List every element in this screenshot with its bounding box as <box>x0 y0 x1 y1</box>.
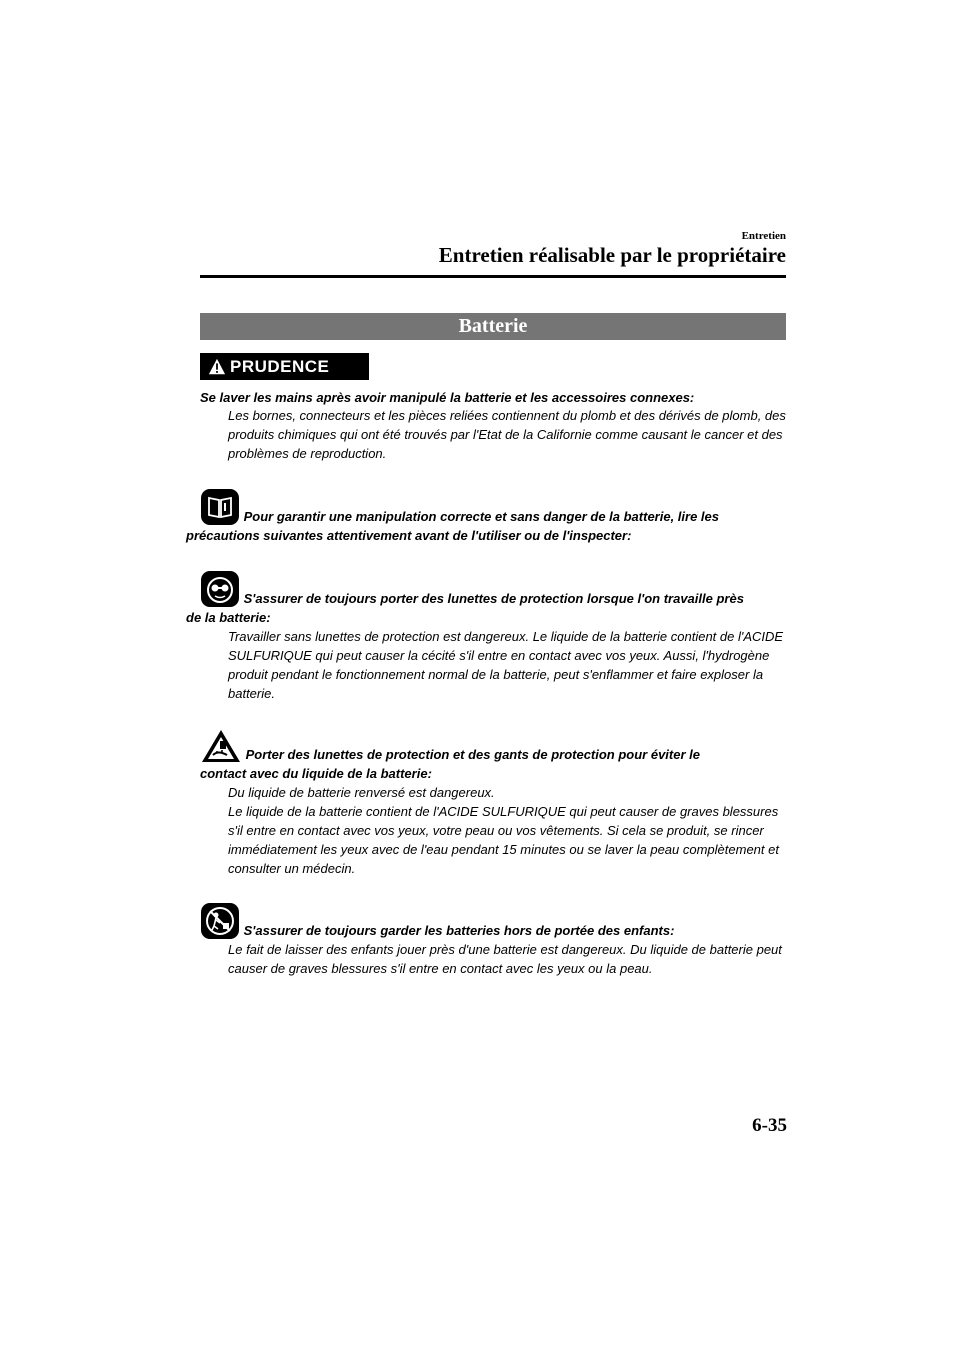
prudence-label: PRUDENCE <box>230 356 330 376</box>
keep-away-children-icon <box>200 902 240 940</box>
warning-triangle-icon <box>208 358 226 376</box>
manual-book-icon <box>200 488 240 526</box>
manual-heading-first: Pour garantir une manipulation correcte et sans danger de la batterie, lire les <box>243 509 719 524</box>
goggles-body-0: Travailler sans lunettes de protection est dangereux. Le liquide de la batterie contient de l'ACIDE SULFURIQUE qui peut causer la cécité s'il entre en contact avec vos yeux. Aussi, l'hydrogène produit pendant le fonctionnement normal de la batterie, peut s'enflammer et faire exploser la batterie. <box>228 629 784 701</box>
prudence-banner <box>200 353 369 380</box>
corrosive-acid-icon <box>200 728 242 764</box>
acid-heading-first: Porter des lunettes de protection et des gants de protection pour éviter le <box>245 747 700 762</box>
goggles-heading-first: S'assurer de toujours porter des lunettes de protection lorsque l'on travaille près <box>243 591 744 606</box>
manual-block <box>186 488 790 545</box>
prudence-body: Les bornes, connecteurs et les pièces reliées contiennent du plomb et des dérivés de plomb, des produits chimiques qui ont été trouvés par l'Etat de la Californie comme causant le cancer et des problèmes de reproduction. <box>228 408 786 461</box>
children-heading-first: S'assurer de toujours garder les batteries hors de portée des enfants: <box>243 923 675 938</box>
manual-heading-rest: précautions suivantes attentivement avant de l'utiliser ou de l'inspecter: <box>186 528 632 543</box>
acid-block <box>186 728 790 878</box>
header-rule <box>200 275 786 278</box>
header-title: Entretien réalisable par le propriétaire <box>438 243 786 267</box>
acid-heading-rest: contact avec du liquide de la batterie: <box>200 766 432 781</box>
goggles-heading-rest: de la batterie: <box>186 610 271 625</box>
acid-body-0: Du liquide de batterie renversé est dangereux. <box>228 785 495 800</box>
safety-goggles-icon <box>200 570 240 608</box>
acid-body-1: Le liquide de la batterie contient de l'ACIDE SULFURIQUE qui peut causer de graves blessures s'il entre en contact avec vos yeux, votre peau ou vos vêtements. Si cela se produit, se rincer immédiatement les yeux avec de l'eau pendant 15 minutes ou se laver la peau complètement et consulter un médecin. <box>228 804 779 876</box>
goggles-block <box>186 570 790 703</box>
children-body-0: Le fait de laisser des enfants jouer près d'une batterie est dangereux. Du liquide de batterie peut causer de graves blessures s'il entre en contact avec les yeux ou la peau. <box>228 942 782 976</box>
page-number: 6-35 <box>752 1115 787 1136</box>
section-title: Batterie <box>200 313 786 340</box>
header-chapter: Entretien <box>741 230 786 242</box>
children-block <box>186 902 790 978</box>
prudence-heading: Se laver les mains après avoir manipulé la batterie et les accessoires connexes: <box>200 390 695 405</box>
